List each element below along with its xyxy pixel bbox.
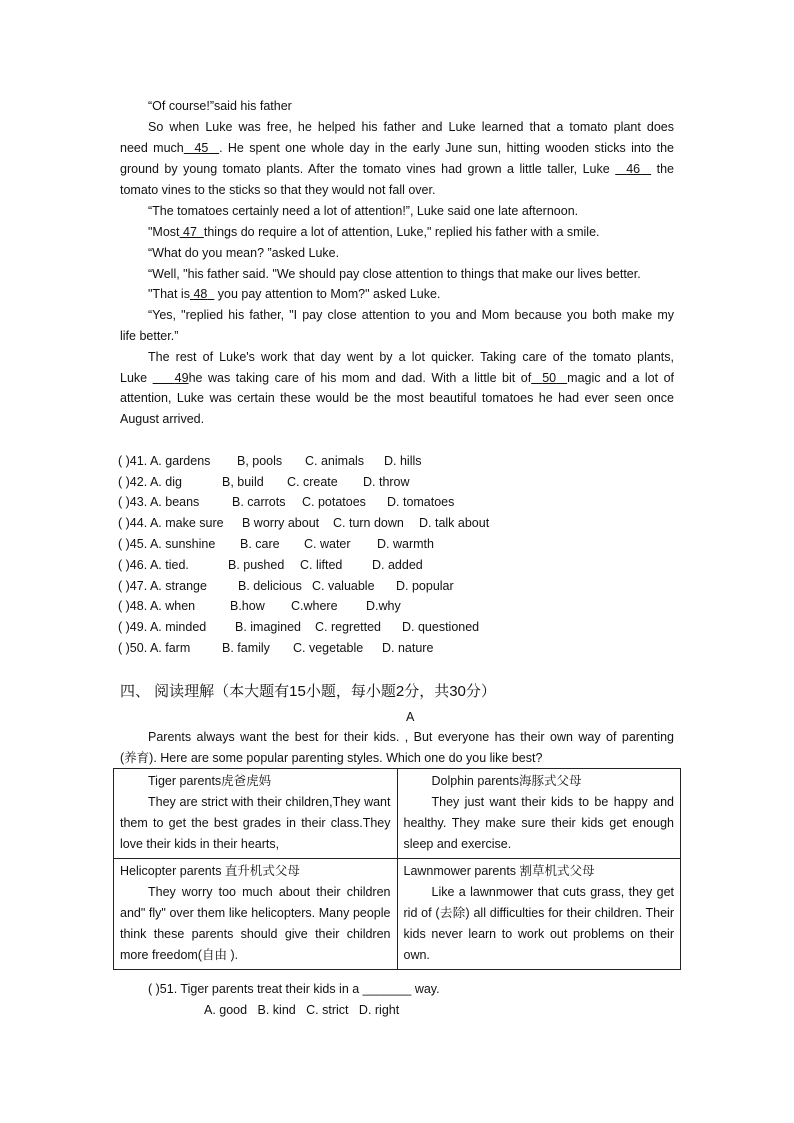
question-51-options: A. good B. kind C. strict D. right: [204, 1003, 400, 1017]
blank-46: 46: [626, 162, 641, 176]
lawnmower-parents-body: Like a lawnmower that cuts grass, they get rid of (去除) all difficulties for their children. Their kids never learn to work out problems on their own.: [403, 885, 674, 962]
passage-line-11: “Yes, "replied his father, "I pay close attention to you and Mom because you both make my: [148, 308, 674, 322]
passage-line-7: "Most 47 things do require a lot of attention, Luke," replied his father with a smile.: [148, 225, 600, 239]
helicopter-parents-title: Helicopter parents 直升机式父母: [120, 864, 300, 878]
passage-line-16: August arrived.: [120, 412, 205, 426]
helicopter-parents-cell: [114, 859, 398, 970]
passage-line-15: attention, Luke was certain these would be the most beautiful tomatoes he had ever seen once: [120, 391, 674, 405]
blank-47: 47: [183, 225, 197, 239]
lawnmower-parents-title: Lawnmower parents 割草机式父母: [403, 864, 595, 878]
intro-line-1: Parents always want the best for their kids. , But everyone has their own way of parenting: [148, 730, 674, 744]
intro-line-2: (养育). Here are some popular parenting styles. Which one do you like best?: [120, 751, 543, 765]
passage-line-6: “The tomatoes certainly need a lot of attention!”, Luke said one late afternoon.: [148, 204, 579, 218]
blank-50: 50: [542, 371, 557, 385]
part-label: A: [406, 710, 415, 724]
passage-line-9: “Well, "his father said. "We should pay close attention to things that make our lives better.: [148, 267, 641, 281]
blank-49: 49: [174, 371, 189, 385]
question-51-stem: ( )51. Tiger parents treat their kids in a _______ way.: [148, 982, 440, 996]
passage-line-10: "That is 48 you pay attention to Mom?" asked Luke.: [148, 287, 441, 301]
passage-line-2: So when Luke was free, he helped his father and Luke learned that a tomato plant does: [148, 120, 674, 134]
exam-page: “Of course!”said his father So when Luke was free, he helped his father and Luke learned that a tomato plant does need much 45 . He spent one whole day in the early June sun, hitting wooden sticks into the ground by young tomato plants. After the tomato vines had grown a little taller, Luke 46 the tomato vines to the sticks so that they would not fall over. “The tomatoes certainly need a lot of attention!”, Luke said one late afternoon. "Most 47 things do require a lot of attention, Luke," replied his father with a smile. “What do you mean? ”asked Luke. “Well, "his father said. "We should pay close attention to things that make our lives better. "That is 48 you pay attention to Mom?" asked Luke. “Yes, "replied his father, "I pay close attention to you and Mom because you both make my life better.” The rest of Luke's work that day went by a lot quicker. Taking care of the tomato plants, Luke 49he was taking care of his mom and dad. With a little bit of 50 magic and a lot of attention, Luke was certain these would be the most beautiful tomatoes he had ever seen once August arrived. ( )41. A. gardens B, pools C. animals D. hills ( )42. A. dig B, build C. create D. throw ( )43. A. beans B. carrots C. potatoes D. tomatoes ( )44. A. make sure B worry about C. turn down D. talk about ( )45. A. sunshine B. care C. water D. warmth ( )46. A. tied. B. pushed C. lifted D. added ( )47. A. strange B. delicious C. valuable D. popular ( )48. A. when B.how C.where D.why ( )49. A. minded B. imagined C. regretted D. questioned ( )50. A. farm B. family C. vegetable D. nature 四、 阅读理解（本大题有15小题，每小题2分，共30分） A Parents always want the best for their kids. , But everyone has their own way of parenting (养育). Here are some popular parenting styles. Which one do you like best? Tiger parents虎爸虎妈 They are strict with their children,They want them to get the best grades in their class.They love their kids in their hearts, Dolphin parents海豚式父母 They just want their kids to be happy and healthy. They make sure their kids get enough sleep and exercise. Helicopter parents 直升机式父母 They worry too much about their children and" fly" over them like helicopters. Many people think these parents should give their children more freedom(自由 ). Lawnmower parents 割草机式父母 Like a lawnmower that cuts grass, they get rid of (去除) all difficulties for their children. Their kids never learn to work out problems on their own. ( )51. Tiger parents treat their kids in a _______ way. A. good B. kind C. strict D. right: [0, 0, 794, 1123]
blank-48: 48: [193, 287, 208, 301]
helicopter-parents-body: They worry too much about their children and" fly" over them like helicopters. Many people think these parents should give their children more freedom(自由 ).: [120, 885, 391, 962]
blank-45: 45: [194, 141, 209, 155]
passage-line-5: tomato vines to the sticks so that they would not fall over.: [120, 183, 436, 197]
passage-line-4: ground by young tomato plants. After the tomato vines had grown a little taller, Luke 46 the: [120, 162, 674, 176]
section-heading: 四、 阅读理解（本大题有15小题，每小题2分，共30分）: [120, 683, 496, 700]
dolphin-parents-cell: [397, 769, 681, 859]
tiger-parents-body: They are strict with their children,They want them to get the best grades in their class.They love their kids in their hearts,: [120, 795, 391, 851]
passage-line-12: life better.”: [120, 329, 179, 343]
passage-line-1: “Of course!”said his father: [148, 99, 292, 113]
dolphin-parents-body: They just want their kids to be happy and healthy. They make sure their kids get enough sleep and exercise.: [403, 795, 674, 851]
tiger-parents-title: Tiger parents虎爸虎妈: [148, 774, 272, 788]
dolphin-parents-title: Dolphin parents海豚式父母: [431, 774, 582, 788]
tiger-parents-cell: [114, 769, 398, 859]
passage-line-8: “What do you mean? ”asked Luke.: [148, 246, 340, 260]
passage-line-13: The rest of Luke's work that day went by a lot quicker. Taking care of the tomato plants,: [148, 350, 674, 364]
lawnmower-parents-cell: [397, 859, 681, 970]
passage-line-3: need much 45 . He spent one whole day in the early June sun, hitting wooden sticks into the: [120, 141, 674, 155]
passage-line-14: Luke 49he was taking care of his mom and dad. With a little bit of 50 magic and a lot of: [120, 371, 674, 385]
parenting-styles-table: [113, 768, 681, 970]
